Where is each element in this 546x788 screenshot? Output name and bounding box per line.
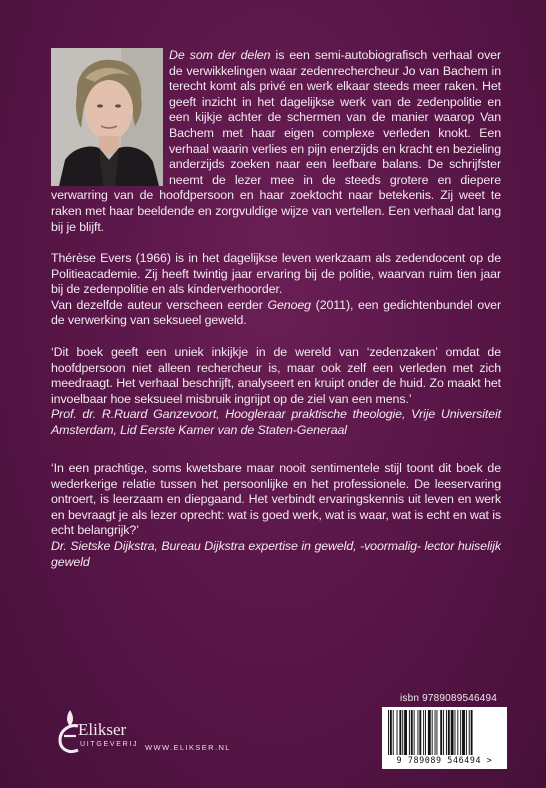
barcode-bar [423, 710, 424, 755]
publisher-subtitle: UITGEVERIJ [80, 741, 139, 748]
barcode-bar [466, 710, 467, 755]
barcode-bar [414, 710, 415, 755]
barcode-bar [436, 710, 437, 755]
isbn-label: isbn 9789089546494 [400, 693, 498, 704]
barcode-bar [419, 710, 421, 755]
synopsis-paragraph [51, 48, 501, 235]
review-quote-2-author: Dr. Sietske Dijkstra, Bureau Dijkstra expertise in geweld, -voormalig- lector huiselijk geweld [51, 538, 501, 569]
barcode-bar [471, 710, 473, 755]
review-quote-2 [51, 461, 501, 570]
previous-work: Van dezelfde auteur verscheen eerder Genoeg (2011), een gedichtenbundel over de verwerking van seksueel geweld. [51, 297, 501, 328]
barcode-bar [451, 710, 454, 755]
author-bio [51, 251, 501, 329]
photo-spacer [51, 48, 169, 188]
barcode-bar [397, 710, 398, 755]
barcode-bar [399, 710, 401, 755]
barcode-bar [402, 710, 403, 755]
previous-work-title: Genoeg [267, 297, 311, 312]
barcode-bar [443, 710, 444, 755]
book-title: De som der delen [169, 48, 271, 62]
review-quote-1-text: ‘Dit boek geeft een uniek inkijkje in de wereld van ‘zedenzaken’ omdat de hoofdpersoon niet alleen rechercheur is, maar ook zelf een verleden met zich meedraagt. Het verhaal beschrijft, analyseert en kruipt onder de huid. Zo maakt het invoelbaar hoe seksueel misbruik ingrijpt op de ziel van een mens.’ [51, 345, 501, 406]
barcode-bar [448, 710, 450, 755]
review-quote-1-author: Prof. dr. R.Ruard Ganzevoort, Hoogleraar praktische theologie, Vrije Universiteit Amsterdam, Lid Eerste Kamer van de Staten-Generaal [51, 407, 501, 437]
isbn-barcode [382, 707, 507, 769]
barcode-digits: 9 789089 546494 > [396, 755, 493, 765]
synopsis-text: is een semi-autobiografisch verhaal over de verwikkelingen waar zedenrechercheur Jo van Bachem in terecht komt als privé en werk elkaar steeds meer raken. Het geeft inzicht in het dagelijkse werk van de zedenpolitie en een kijkje achter de schermen van de manier waarop Van Bachem met haar eigen complexe verleden knokt. Een verhaal waarin verlies en pijn enerzijds en kracht en bezieling anderzijds zoeken naar een leefbare balans. De schrijfster neemt de lezer mee in de steeds grotere en diepere verwarring van de hoofdpersoon en haar zoektocht naar betekenis. Zij weet te raken met haar beeldende en zorgvuldige wijze van vertellen. Een verhaal dat lang bij je blijft. [51, 48, 501, 234]
barcode-bar [393, 710, 394, 755]
barcode-bar [425, 710, 426, 755]
barcode-bar [409, 710, 410, 755]
publisher-website: WWW.ELIKSER.NL [145, 743, 231, 752]
barcode-bar [457, 710, 458, 755]
barcode-bar [428, 710, 431, 755]
barcode-bar [455, 710, 456, 755]
review-quote-2-text: ‘In een prachtige, soms kwetsbare maar nooit sentimentele stijl toont dit boek de wederkerige relatie tussen het persoonlijke en het professionele. De leeservaring ontroert, is leerzaam en diepgaand. Het verbindt ervaringskennis uit leven en werk en bevraagt je als lezer oprecht: wat is goed werk, wat is waar, wat is echt en wat is echt belangrijk?’ [51, 461, 501, 538]
barcode-bar [390, 710, 392, 755]
barcode-bar [460, 710, 461, 755]
publisher-name: Elikser [78, 720, 127, 739]
barcode-bar [435, 710, 436, 755]
barcode-bar [404, 710, 407, 755]
barcode-bar [469, 710, 470, 755]
barcode-bar [432, 710, 433, 755]
barcode-bar [440, 710, 442, 755]
barcode-bar [446, 710, 447, 755]
barcode-bar [411, 710, 413, 755]
barcode-bar [417, 710, 418, 755]
barcode-bar [388, 710, 389, 755]
review-quote-1 [51, 345, 501, 439]
barcode-bars [388, 710, 501, 755]
author-bio-text: Thérèse Evers (1966) is in het dagelijkse leven werkzaam als zedendocent op de Politieacademie. Zij heeft twintig jaar ervaring bij de politie, waarvan ruim tien jaar bij de zedenpolitie en als kinderverhoorder. [51, 251, 501, 297]
barcode-bar [462, 710, 465, 755]
